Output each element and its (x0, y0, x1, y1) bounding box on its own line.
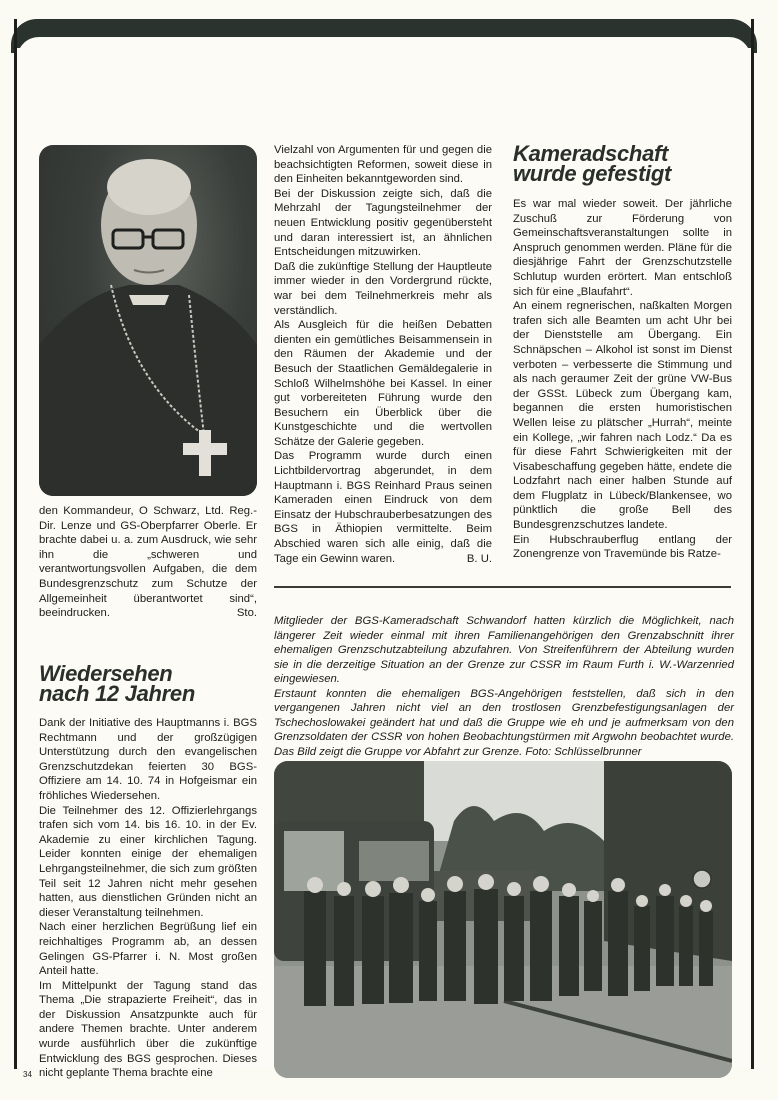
middle-column (274, 143, 492, 566)
headline-wiedersehen (39, 661, 195, 706)
headline-line: wurde gefestigt (513, 161, 672, 186)
article-paragraph: An einem regnerischen, naßkalten Morgen trafen sich alle Beamten um acht Uhr bei der Dienststelle am Übergang. Ein Schnäpschen – Alkohol ist sonst im Dienst verboten – verbesserte die Stimmung und als nach geraumer Zeit der grüne VW-Bus der GSSt. Lübeck zum Übergang kam, begannen die ersten humoristischen Wellen leise zu plätscher „Hurrah“, meinte ein Kollege, „wir fahren nach Lodz.“ Da es für diese Fahrt Schwierigkeiten mit der Visabeschaffung gegeben hätte, endete die Lodzfahrt nach einer halben Stunde auf dem Flugplatz in Lübeck/Blankensee, wo pünktlich die große Bell des Bundesgrenzschutzes landete. (513, 300, 732, 532)
group-photo (274, 761, 732, 1078)
headline-kameradschaft (513, 141, 672, 186)
article-paragraph (39, 504, 257, 621)
article-paragraph: Als Ausgleich für die heißen Debatten dienten ein gemütliches Beisammensein in den Räumen der Akademie und der Besuch der Staatlichen Gemäldegalerie in Schloß Wilhelmshöhe bei Kassel. In einer gut vorbereiteten Führung wurde den Besuchern ein Überblick über die Kunstgeschichte und die wertvollen Schätze der Galerie gegeben. (274, 319, 492, 448)
article-paragraph (274, 449, 492, 566)
headline-line: Kameradschaft (513, 141, 669, 166)
headline-line: Wiedersehen (39, 661, 173, 686)
paragraph-text: Das Programm wurde durch einen Lichtbildervortrag abgerundet, in dem Hauptmann i. BGS Reinhard Praus seinen Kameraden einen Eindruck von dem Einsatz der Hubschrauberbesatzungen des BGS in Äthiopien vermittelte. Beim Abschied waren sich alle einig, daß die Tage ein Gewinn waren. (274, 450, 492, 565)
portrait-photo (39, 145, 257, 496)
page-number: 34 (23, 1070, 32, 1079)
article-paragraph: Es war mal wieder soweit. Der jährliche Zuschuß zur Förderung von Gemeinschaftsveranstaltungen sollte in Anspruch genommen werden. Pläne für die diesjährige Fahrt der Grenzschutzstelle Schlutup wurden erörtert. Man entschloß sich für eine „Blaufahrt“. (513, 198, 732, 298)
paragraph-text: den Kommandeur, O Schwarz, Ltd. Reg.-Dir. Lenze und GS-Oberpfarrer Oberle. Er brachte dabei u. a. zum Ausdruck, wie sehr ihn die „schweren und verantwortungsvollen Aufgaben, die dem Bundesgrenzschutz zum Schutze der Allgemeinheit überantwortet sind“, beeindrucken. (39, 505, 257, 620)
caption-paragraph: Erstaunt konnten die ehemaligen BGS-Angehörigen feststellen, daß sich in den vergangenen Jahren nicht viel an den trostlosen Grenzbefestigungsanlagen der Tschechoslowakei geändert hat und daß die Gruppe wie eh und je aufmerksam von den Grenzsoldaten der CSSR von hohen Beobachtungstürmen mit Argwohn beobachtet wurde. Das Bild zeigt die Gruppe vor Abfahrt zur Grenze. Foto: Schlüsselbrunner (274, 687, 734, 758)
right-column (513, 197, 732, 562)
section-divider (274, 586, 731, 588)
article-paragraph: Die Teilnehmer des 12. Offizierlehrgangs trafen sich vom 14. bis 16. 10. in der Ev. Akademie zu einer kirchlichen Tagung. Leider konnten einige der ehemaligen Lehrgangsteilnehmer, die sich zum größten Teil seit 12 Jahren nicht mehr gesehen hatten, aus dienstlichen Gründen nicht an dieser Veranstaltung teilnehmen. (39, 804, 257, 919)
headline-line: nach 12 Jahren (39, 681, 195, 706)
article-paragraph: Bei der Diskussion zeigte sich, daß die Mehrzahl der Tagungsteilnehmer der neuen Entwicklung positiv gegenübersteht und daran interessiert ist, an ähnlichen Entscheidungen mitzuwirken. (274, 187, 492, 259)
article-paragraph: Daß die zukünftige Stellung der Hauptleute immer wieder in den Vordergrund rückte, war bei dem Teilnehmerkreis mehr als verständlich. (274, 260, 492, 317)
article-paragraph: Ein Hubschrauberflug entlang der Zonengrenze von Travemünde bis Ratze- (513, 533, 732, 561)
photo-caption (274, 614, 734, 759)
article-paragraph: Vielzahl von Argumenten für und gegen die beachsichtigten Reformen, soweit diese in den Einheiten bekanntgeworden sind. (274, 144, 492, 186)
article-paragraph: Im Mittelpunkt der Tagung stand das Thema „Die strapazierte Freiheit“, das in der Diskussion Ansatzpunkte auch für andere Themen brachte. Unter anderem wurde ausführlich über die zukünftige Entwicklung des BGS gesprochen. Dieses nicht geplante Thema brachte eine (39, 979, 257, 1080)
portrait-illustration (39, 145, 257, 496)
author-signature: B. U. (466, 552, 492, 565)
article-paragraph: Dank der Initiative des Hauptmanns i. BGS Rechtmann und der großzügigen Unterstützung durch den evangelischen Grenzschutzdekan feierten 30 BGS-Offiziere am 14. 10. 74 in Hofgeismar ein fröhliches Wiedersehen. (39, 717, 257, 802)
left-column-top (39, 504, 257, 621)
caption-paragraph: Mitglieder der BGS-Kameradschaft Schwandorf hatten kürzlich die Möglichkeit, nach längerer Zeit wieder einmal mit ihren Familienangehörigen den Grenzabschnitt ihrer ehemaligen Grenzschutzabteilung abzufahren. Von Streifenführern der Abteilung wurden sie in die derzeitige Situation an der Grenze zur CSSR im Raum Furth i. W.-Warzenried eingewiesen. (274, 615, 734, 685)
article-paragraph: Nach einer herzlichen Begrüßung lief ein reichhaltiges Programm ab, an dessen Gelingen GS-Pfarrer i. N. Most großen Anteil hatte. (39, 921, 257, 978)
author-signature: Sto. (236, 607, 257, 620)
left-column-article (39, 716, 257, 1081)
group-photo-illustration (274, 761, 732, 1078)
